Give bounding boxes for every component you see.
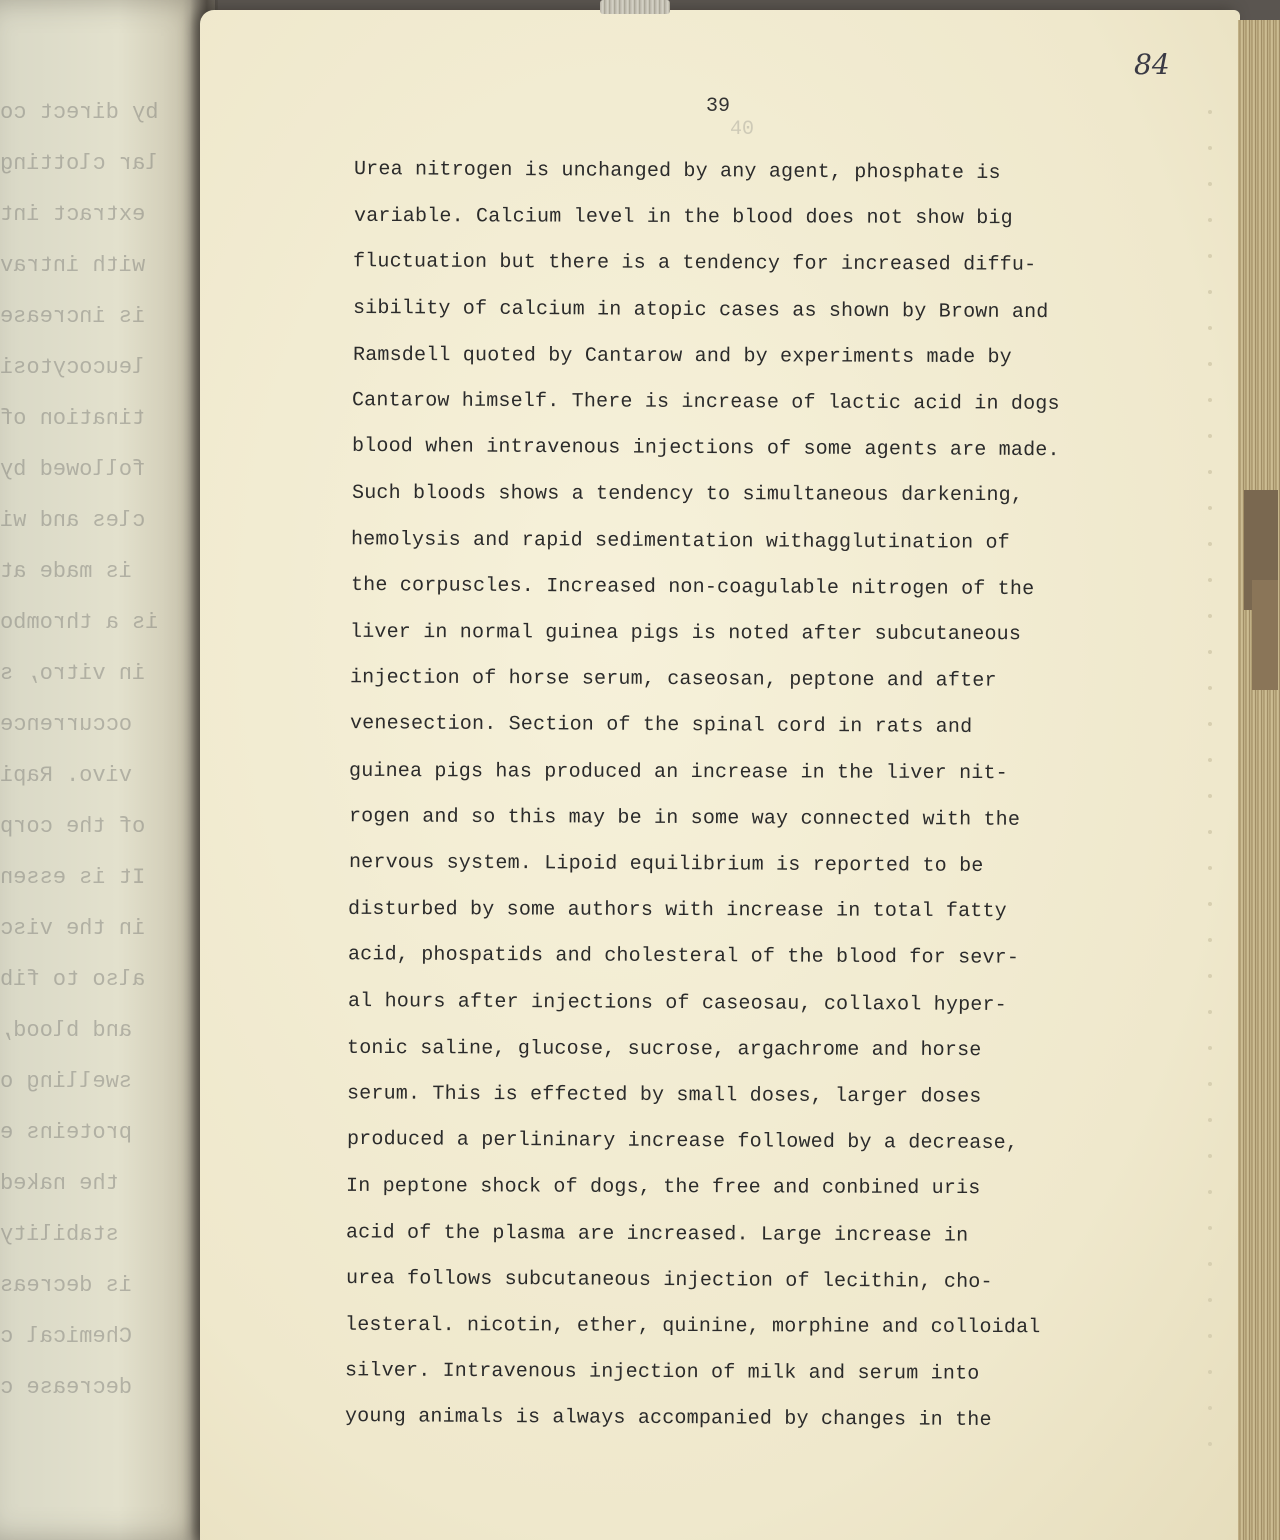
previous-page-line: Chemical c <box>0 1324 133 1349</box>
body-text-line: fluctuation but there is a tendency for increased diffu- <box>352 250 1037 278</box>
punch-mark <box>1208 1226 1212 1230</box>
body-text-line: young animals is always accompanied by changes in the <box>344 1405 992 1433</box>
previous-page-line: and blood, <box>0 1018 133 1043</box>
punch-mark <box>1208 506 1212 510</box>
previous-page-line: is made at <box>0 559 133 584</box>
page-number: 39 <box>706 95 731 118</box>
previous-page-line: is decreas <box>0 1273 133 1298</box>
handwritten-folio-number: 84 <box>1134 48 1170 81</box>
previous-page-line: leucocytosi <box>0 355 146 380</box>
punch-mark <box>1208 722 1212 726</box>
body-text-line: liver in normal guinea pigs is noted after subcutaneous <box>349 620 1022 647</box>
previous-page-line: stability <box>0 1222 119 1247</box>
punch-mark <box>1208 938 1212 942</box>
punch-mark <box>1208 974 1212 978</box>
punch-mark <box>1208 1334 1212 1338</box>
previous-page-line: occurrence <box>0 712 133 737</box>
body-text-line: serum. This is effected by small doses, larger doses <box>346 1082 982 1109</box>
body-text-line: urea follows subcutaneous injection of lecithin, cho- <box>345 1266 993 1294</box>
previous-page-line: in the visc <box>0 916 146 941</box>
punch-mark <box>1208 830 1212 834</box>
body-text-line: blood when intravenous injections of some agents are made. <box>351 435 1060 463</box>
body-text-line: Cantarow himself. There is increase of lactic acid in dogs <box>351 389 1060 416</box>
body-text-line: nervous system. Lipoid equilibrium is reported to be <box>348 851 984 878</box>
body-text-line: hemolysis and rapid sedimentation withagglutination of <box>350 527 1010 555</box>
previous-page-line: decrease c <box>0 1375 133 1400</box>
body-text-line: lesteral. nicotin, ether, quinine, morphine and colloidal <box>344 1313 1041 1340</box>
previous-page-line: is a thrombo <box>0 610 159 635</box>
punch-mark <box>1208 1370 1212 1374</box>
punch-mark <box>1208 686 1212 690</box>
body-text-line: the corpuscles. Increased non-coagulable nitrogen of the <box>350 573 1035 601</box>
binding-thread <box>600 0 670 14</box>
previous-page-line: cles and wi <box>0 508 146 533</box>
torn-edge <box>1252 580 1278 690</box>
body-text-line: Such bloods shows a tendency to simultaneous darkening, <box>351 482 1024 508</box>
previous-page-line: tination of <box>0 406 146 431</box>
body-text-line: Ramsdell quoted by Cantarow and by experiments made by <box>352 343 1012 369</box>
punch-mark <box>1208 290 1212 294</box>
previous-page-line: of the corp <box>0 814 146 839</box>
body-text-line: acid of the plasma are increased. Large increase in <box>345 1220 969 1248</box>
page-edge-stack <box>1238 20 1280 1540</box>
punch-mark <box>1208 1298 1212 1302</box>
body-text-line: disturbed by some authors with increase in total fatty <box>347 898 1007 924</box>
punch-mark <box>1208 1118 1212 1122</box>
punch-mark <box>1208 902 1212 906</box>
punch-mark <box>1208 1406 1212 1410</box>
previous-page-line: followed by <box>0 457 146 482</box>
body-text-line: tonic saline, glucose, sucrose, argachrome and horse <box>346 1036 982 1062</box>
body-text-line: silver. Intravenous injection of milk and serum into <box>344 1359 980 1386</box>
bleed-through-page-number: 40 <box>730 118 755 141</box>
previous-page-line: in vitro, s <box>0 661 146 686</box>
punch-mark <box>1208 110 1212 114</box>
punch-mark <box>1208 182 1212 186</box>
body-text-line: rogen and so this may be in some way connected with the <box>348 805 1021 832</box>
punch-mark <box>1208 1190 1212 1194</box>
body-text-line: acid, phospatids and cholesteral of the blood for sevr- <box>347 943 1020 971</box>
punch-mark <box>1208 326 1212 330</box>
body-text-line: venesection. Section of the spinal cord in rats and <box>349 712 973 740</box>
punch-mark <box>1208 1442 1212 1446</box>
body-text-line: Urea nitrogen is unchanged by any agent, phosphate is <box>353 158 1001 185</box>
punch-mark <box>1208 542 1212 546</box>
punch-mark <box>1208 650 1212 654</box>
punch-mark <box>1208 398 1212 402</box>
punch-mark <box>1208 794 1212 798</box>
punch-mark <box>1208 434 1212 438</box>
previous-page-line: swelling o <box>0 1069 133 1094</box>
previous-page-line: It is essen <box>0 865 146 890</box>
previous-page-line: with intrav <box>0 253 146 278</box>
body-text-line: guinea pigs has produced an increase in the liver nit- <box>348 759 1008 785</box>
punch-mark <box>1208 758 1212 762</box>
previous-page-line: the naked <box>0 1171 119 1196</box>
previous-page-line: proteins e <box>0 1120 133 1145</box>
punch-mark <box>1208 146 1212 150</box>
previous-page-line: vivo. Rapi <box>0 763 133 788</box>
previous-page-line: by direct co <box>0 100 159 125</box>
punch-mark <box>1208 578 1212 582</box>
body-text-line: produced a perlininary increase followed by a decrease, <box>346 1128 1019 1156</box>
punch-mark <box>1208 866 1212 870</box>
punch-mark <box>1208 218 1212 222</box>
body-text-line: variable. Calcium level in the blood does not show big <box>353 205 1013 231</box>
punch-mark <box>1208 614 1212 618</box>
previous-page-line: lar clotting <box>0 151 159 176</box>
punch-mark <box>1208 1046 1212 1050</box>
punch-mark <box>1208 1154 1212 1158</box>
punch-mark <box>1208 470 1212 474</box>
punch-mark <box>1208 254 1212 258</box>
body-text-line: sibility of calcium in atopic cases as shown by Brown and <box>352 296 1049 324</box>
previous-page-line: is increase <box>0 304 146 329</box>
body-text-line: In peptone shock of dogs, the free and conbined uris <box>345 1175 981 1201</box>
previous-page <box>0 0 215 1540</box>
punch-mark <box>1208 1262 1212 1266</box>
punch-mark <box>1208 1082 1212 1086</box>
punch-mark <box>1208 362 1212 366</box>
body-text-line: al hours after injections of caseosau, collaxol hyper- <box>347 989 1007 1017</box>
body-text-line: injection of horse serum, caseosan, peptone and after <box>349 666 997 693</box>
punch-mark <box>1208 1010 1212 1014</box>
previous-page-line: extract int <box>0 202 146 227</box>
previous-page-line: also to fib <box>0 967 146 992</box>
